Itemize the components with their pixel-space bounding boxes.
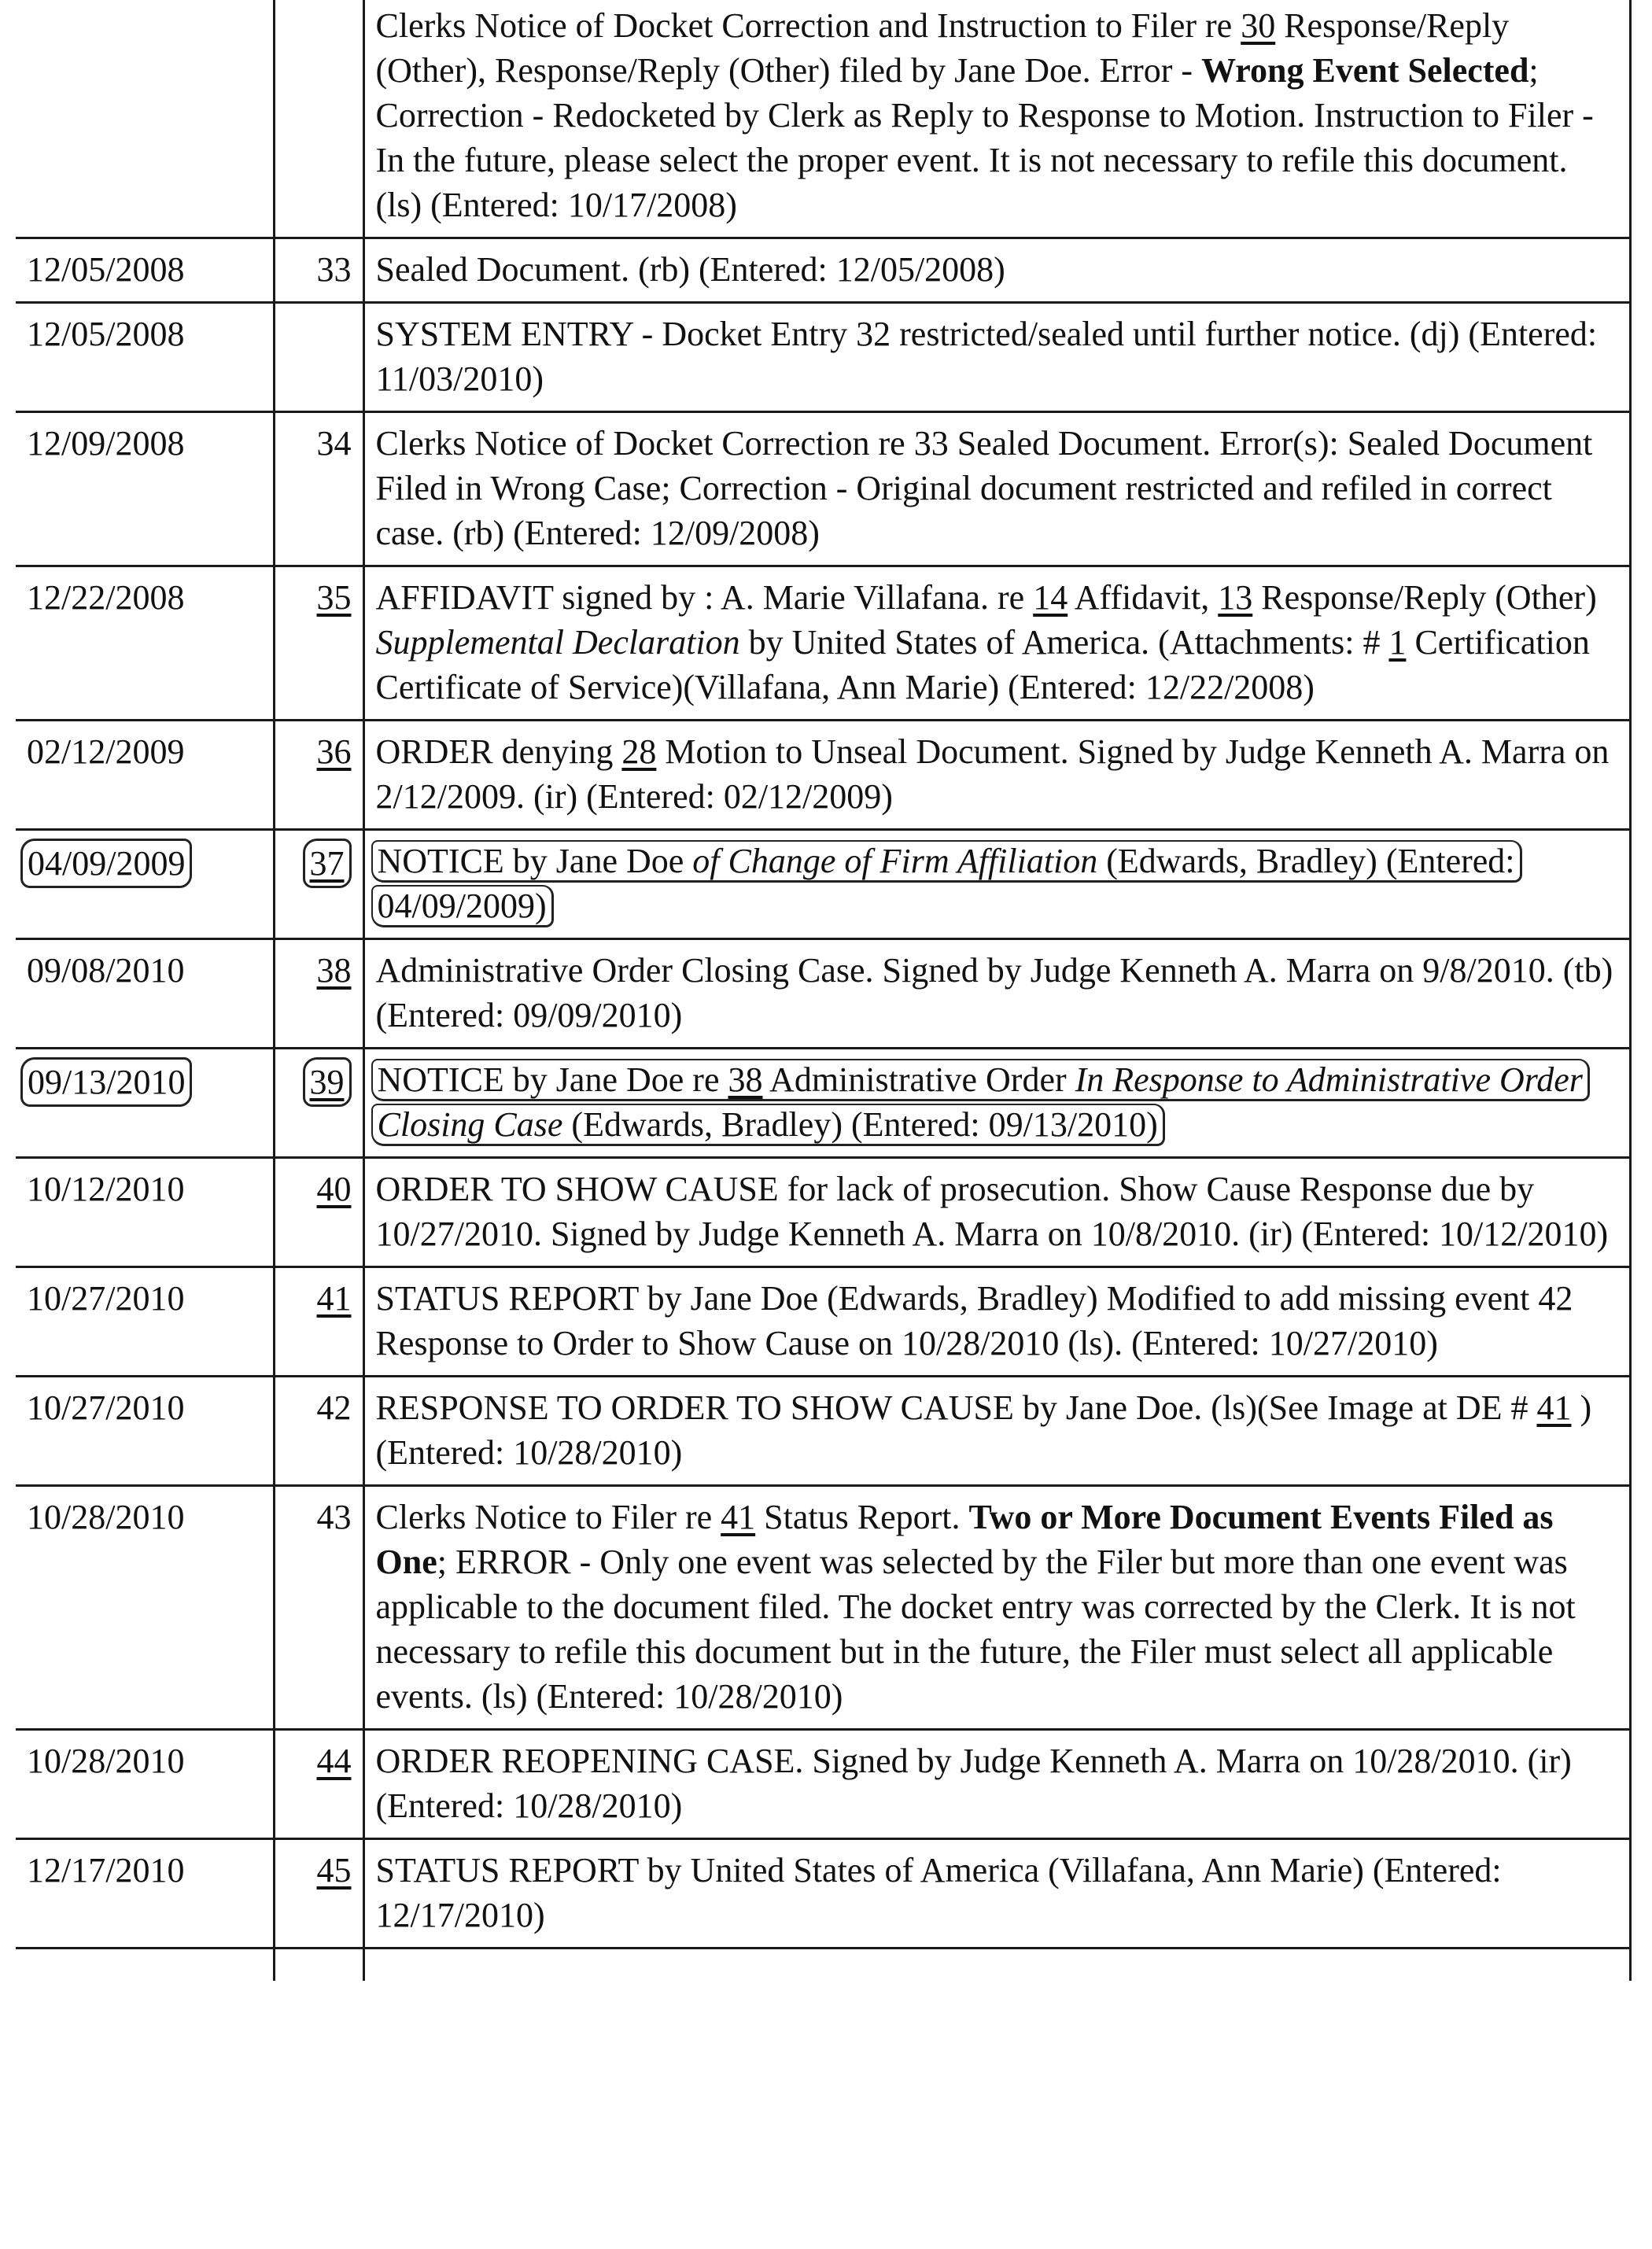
entry-text: Clerks Notice of Docket Correction re 33 Sealed Document. Error(s): Sealed Document Filed in Wrong Case; Correction - Original document restricted and refiled in correct case. (rb) (Entered: 12/09/2008) [363,412,1630,566]
document-link[interactable]: 28 [621,732,657,771]
document-link[interactable]: 41 [721,1498,756,1536]
hand-circled-number[interactable]: 37 [303,839,352,888]
attachment-link[interactable]: 1 [1388,623,1407,662]
entry-text-part: Motion to Unseal Document. Signed by Judge Kenneth A. Marra on 2/12/2009. (ir) (Entered: 02/12/2009) [375,732,1610,816]
document-link[interactable]: 45 [316,1851,352,1890]
entry-italic-text: Supplemental Declaration [375,623,740,662]
docket-row [16,1839,1630,1949]
docket-row [16,1158,1630,1267]
document-link[interactable]: 41 [316,1279,352,1318]
docket-row [16,566,1630,721]
entry-text-part: ; ERROR - Only one event was selected by the Filer but more than one event was applicable to the document filed. The docket entry was corrected by the Clerk. It is not necessary to refile this document but in the future, the Filer must select all applicable events. (ls) (Entered: 10/28/2010) [375,1543,1576,1716]
hand-circled-date: 04/09/2009 [20,839,192,888]
entry-text-part: Response/Reply (Other), Response/Reply (Other) filed by Jane Doe. Error - [375,6,1510,90]
entry-italic-text: of Change of Firm Affiliation [692,842,1098,880]
entry-text: Administrative Order Closing Case. Signed by Judge Kenneth A. Marra on 9/8/2010. (tb) (Entered: 09/09/2010) [363,939,1630,1049]
entry-text: STATUS REPORT by Jane Doe (Edwards, Bradley) Modified to add missing event 42 Response to Order to Show Cause on 10/28/2010 (ls). (Entered: 10/27/2010) [363,1267,1630,1377]
docket-row [16,1267,1630,1377]
entry-text: ORDER TO SHOW CAUSE for lack of prosecution. Show Cause Response due by 10/27/2010. Signed by Judge Kenneth A. Marra on 10/8/2010. (ir) (Entered: 10/12/2010) [363,1158,1630,1267]
entry-date [16,0,274,238]
entry-text-part: ) (Entered: 10/28/2010) [375,1388,1592,1472]
entry-number: 43 [274,1486,363,1730]
entry-text-part: NOTICE by Jane Doe re [377,1060,728,1099]
entry-text: Sealed Document. (rb) (Entered: 12/05/2008) [363,238,1630,303]
entry-text-part: RESPONSE TO ORDER TO SHOW CAUSE by Jane Doe. (ls)(See Image at DE # [375,1388,1537,1427]
entry-text-part: Affidavit, [1068,578,1219,617]
entry-text-part: ; Correction - Redocketed by Clerk as Reply to Response to Motion. Instruction to Filer - In the future, please select the proper event. It is not necessary to refile this document. (ls) (Entered: 10/17/2008) [375,51,1594,224]
docket-row [16,0,1630,238]
entry-text: STATUS REPORT by United States of America (Villafana, Ann Marie) (Entered: 12/17/2010) [363,1839,1630,1949]
entry-date: 02/12/2009 [16,721,274,830]
entry-text-part: by United States of America. (Attachments: # [739,623,1389,662]
entry-italic-text: In Response to Administrative Order Closing Case [377,1060,1583,1144]
hand-marked-text [371,1059,1590,1146]
entry-date: 12/05/2008 [16,303,274,412]
entry-date: 12/22/2008 [16,566,274,721]
document-link[interactable]: 40 [316,1170,352,1208]
entry-date: 10/27/2010 [16,1377,274,1486]
entry-text-part: ORDER denying [375,732,622,771]
document-link[interactable]: 38 [316,951,352,990]
document-link[interactable]: 44 [316,1742,352,1780]
entry-bold-text: Two or More Document Events Filed as One [375,1498,1554,1581]
entry-text-part: (Edwards, Bradley) (Entered: 04/09/2009) [377,842,1515,925]
entry-text-part: Certification Certificate of Service)(Villafana, Ann Marie) (Entered: 12/22/2008) [375,623,1590,706]
docket-sheet [16,0,1630,1981]
entry-date: 10/28/2010 [16,1730,274,1839]
entry-date: 10/27/2010 [16,1267,274,1377]
entry-text: ORDER REOPENING CASE. Signed by Judge Kenneth A. Marra on 10/28/2010. (ir) (Entered: 10/28/2010) [363,1730,1630,1839]
entry-number-empty [274,1949,363,1982]
entry-date-empty [16,1949,274,1982]
entry-text [363,1049,1630,1158]
docket-row [16,238,1630,303]
docket-row [16,412,1630,566]
entry-number: 33 [274,238,363,303]
docket-table [16,0,1632,1981]
entry-date: 10/28/2010 [16,1486,274,1730]
hand-circled-number[interactable]: 39 [303,1057,352,1107]
document-link[interactable]: 13 [1218,578,1253,617]
entry-date: 10/12/2010 [16,1158,274,1267]
entry-text [363,721,1630,830]
entry-number [274,1730,363,1839]
entry-number [274,830,363,939]
docket-row-empty [16,1949,1630,1982]
docket-row [16,303,1630,412]
docket-row [16,1486,1630,1730]
entry-text-part: Clerks Notice to Filer re [375,1498,721,1536]
entry-number [274,721,363,830]
document-link[interactable]: 36 [316,732,352,771]
entry-text [363,0,1630,238]
entry-date: 12/05/2008 [16,238,274,303]
entry-text-part: Administrative Order [762,1060,1075,1099]
entry-number [274,939,363,1049]
entry-text-empty [363,1949,1630,1982]
hand-marked-text [371,840,1522,927]
entry-date: 09/08/2010 [16,939,274,1049]
entry-number: 42 [274,1377,363,1486]
entry-text-part: Response/Reply (Other) [1252,578,1597,617]
docket-row [16,721,1630,830]
entry-text [363,1377,1630,1486]
entry-text-part: Status Report. [755,1498,969,1536]
entry-text-part: NOTICE by Jane Doe [377,842,693,880]
entry-text [363,566,1630,721]
docket-row [16,1377,1630,1486]
entry-text-part: (Edwards, Bradley) (Entered: 09/13/2010) [562,1105,1158,1144]
entry-number [274,1049,363,1158]
entry-number [274,566,363,721]
entry-date: 12/09/2008 [16,412,274,566]
entry-text [363,830,1630,939]
document-link[interactable]: 41 [1536,1388,1572,1427]
entry-number [274,303,363,412]
entry-number [274,1267,363,1377]
entry-number [274,1158,363,1267]
document-link[interactable]: 38 [728,1060,763,1099]
entry-date [16,1049,274,1158]
entry-bold-text: Wrong Event Selected [1201,51,1529,90]
entry-date: 12/17/2010 [16,1839,274,1949]
document-link[interactable]: 30 [1241,6,1276,45]
docket-row-circled [16,1049,1630,1158]
entry-text: SYSTEM ENTRY - Docket Entry 32 restricted/sealed until further notice. (dj) (Entered: 11/03/2010) [363,303,1630,412]
docket-row [16,939,1630,1049]
entry-date [16,830,274,939]
docket-row [16,1730,1630,1839]
entry-number: 34 [274,412,363,566]
entry-text-part: Clerks Notice of Docket Correction and Instruction to Filer re [375,6,1241,45]
document-link[interactable]: 14 [1033,578,1068,617]
entry-number [274,0,363,238]
entry-number [274,1839,363,1949]
docket-row-circled [16,830,1630,939]
entry-text [363,1486,1630,1730]
document-link[interactable]: 35 [316,578,352,617]
hand-circled-date: 09/13/2010 [20,1057,192,1107]
entry-text-part: AFFIDAVIT signed by : A. Marie Villafana. re [375,578,1034,617]
